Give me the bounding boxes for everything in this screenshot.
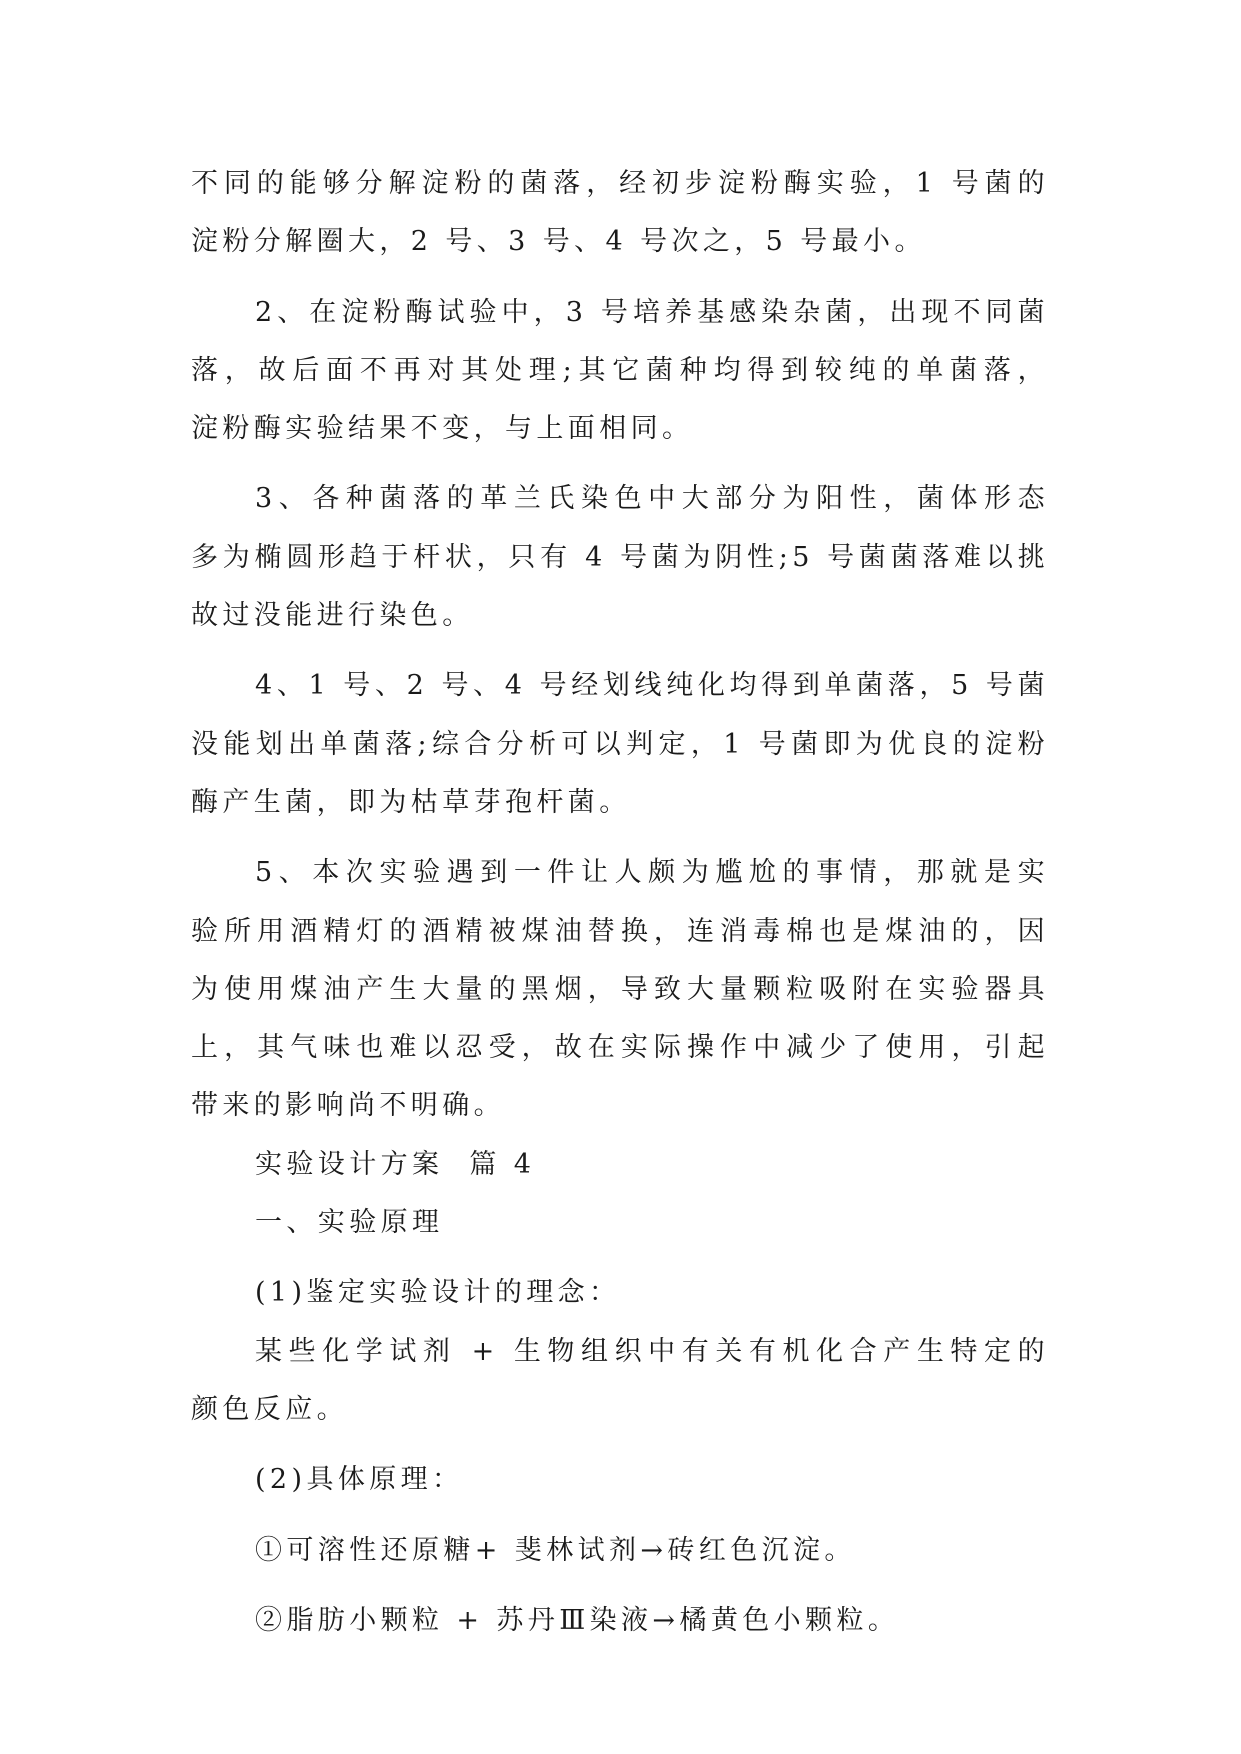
- text-line: 3、各种菌落的革兰氏染色中大部分为阳性，菌体形态: [255, 483, 1049, 515]
- text-line: ②脂肪小颗粒 + 苏丹Ⅲ染液→橘黄色小颗粒。: [255, 1604, 900, 1636]
- section-heading: [191, 1136, 1049, 1194]
- text-line: 实验设计方案 篇 4: [255, 1148, 536, 1180]
- text-line: 验所用酒精灯的酒精被煤油替换，连消毒棉也是煤油的，因: [191, 915, 1049, 947]
- document-body: [191, 155, 1049, 1650]
- text-line: 某些化学试剂 + 生物组织中有关有机化合产生特定的: [255, 1335, 1049, 1367]
- text-line: ①可溶性还原糖+ 斐林试剂→砖红色沉淀。: [255, 1534, 856, 1566]
- list-item-2: [191, 1592, 1049, 1650]
- subsection-heading-1: [191, 1264, 1049, 1322]
- paragraph-continued: [191, 155, 1049, 272]
- paragraph-6: [191, 1323, 1049, 1440]
- text-line: 2、在淀粉酶试验中，3 号培养基感染杂菌，出现不同菌: [255, 296, 1049, 328]
- text-line: 不同的能够分解淀粉的菌落，经初步淀粉酶实验，1 号菌的: [191, 168, 1049, 199]
- text-line: 淀粉酶实验结果不变，与上面相同。: [191, 413, 694, 445]
- paragraph-3: [191, 470, 1049, 645]
- text-line: 酶产生菌，即为枯草芽孢杆菌。: [191, 786, 631, 818]
- text-line: 淀粉分解圈大，2 号、3 号、4 号次之，5 号最小。: [191, 226, 926, 258]
- text-line: 4、1 号、2 号、4 号经划线纯化均得到单菌落，5 号菌: [255, 670, 1049, 702]
- paragraph-5: [191, 844, 1049, 1135]
- text-line: (1)鉴定实验设计的理念：: [255, 1277, 621, 1309]
- text-line: 颜色反应。: [191, 1393, 348, 1425]
- subsection-heading-2: [191, 1451, 1049, 1509]
- paragraph-4: [191, 657, 1049, 832]
- text-line: 故过没能进行染色。: [191, 600, 474, 632]
- text-line: 落，故后面不再对其处理;其它菌种均得到较纯的单菌落，: [191, 354, 1049, 386]
- text-line: 5、本次实验遇到一件让人颇为尴尬的事情，那就是实: [255, 857, 1049, 889]
- text-line: 没能划出单菌落;综合分析可以判定，1 号菌即为优良的淀粉: [191, 728, 1049, 760]
- paragraph-2: [191, 284, 1049, 459]
- principle-heading: [191, 1194, 1049, 1252]
- text-line: 上，其气味也难以忍受，故在实际操作中减少了使用，引起: [191, 1032, 1049, 1064]
- text-line: 多为椭圆形趋于杆状，只有 4 号菌为阴性;5 号菌菌落难以挑: [191, 541, 1049, 573]
- list-item-1: [191, 1522, 1049, 1580]
- text-line: (2)具体原理：: [255, 1464, 464, 1496]
- text-line: 带来的影响尚不明确。: [191, 1090, 505, 1122]
- text-line: 一、实验原理: [255, 1207, 444, 1239]
- text-line: 为使用煤油产生大量的黑烟，导致大量颗粒吸附在实验器具: [191, 973, 1049, 1005]
